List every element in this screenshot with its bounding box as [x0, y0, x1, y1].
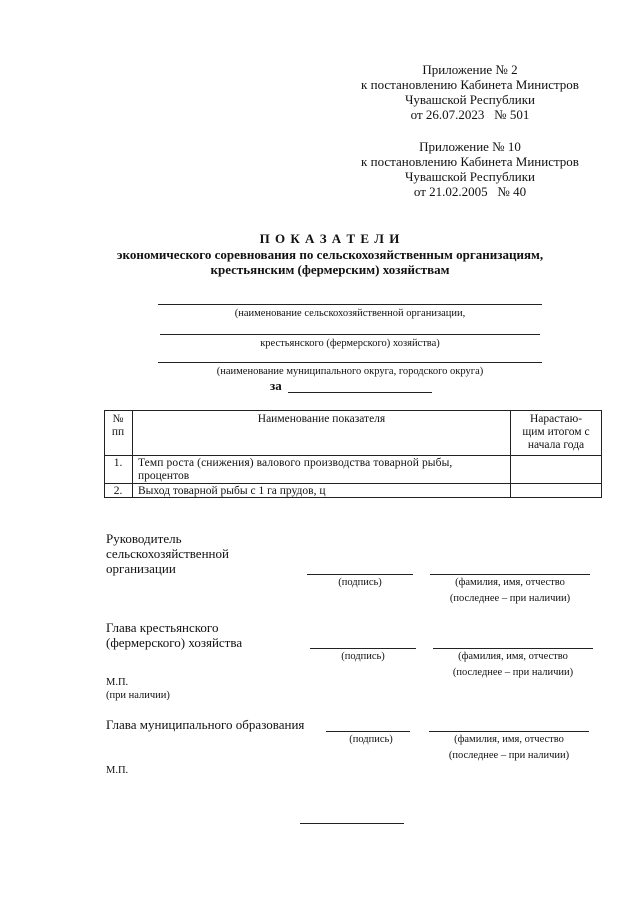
- row-1-name-line-1: Темп роста (снижения) валового производства товарной рыбы,: [138, 457, 453, 469]
- annex-2-line-1: Приложение № 10: [419, 139, 521, 154]
- header-num-line-1: №: [112, 413, 124, 425]
- header-cumulative-line-3: начала года: [527, 439, 585, 451]
- head-farm-name-line[interactable]: [433, 648, 593, 649]
- head-org-line-2: сельскохозяйственной: [106, 546, 229, 561]
- head-municipal-signature-line[interactable]: [326, 731, 410, 732]
- annex-1-line-3: Чувашской Республики: [404, 92, 536, 107]
- row-1-num: 1.: [113, 457, 123, 469]
- head-municipal-name-caption-2: (последнее – при наличии): [448, 750, 570, 761]
- annex-1-line-1: Приложение № 2: [422, 62, 518, 77]
- header-num: [104, 413, 132, 439]
- document-subtitle-1: экономического соревнования по сельскохозяйственным организациям,: [116, 247, 544, 262]
- head-org-signature-caption: (подпись): [338, 577, 382, 588]
- district-name-line[interactable]: [158, 362, 542, 363]
- head-farm-name-caption-2: (последнее – при наличии): [452, 667, 574, 678]
- closing-separator: [300, 823, 404, 824]
- annex-1-line-2: к постановлению Кабинета Министров: [361, 77, 579, 92]
- head-org-name-caption-2: (последнее – при наличии): [449, 593, 571, 604]
- farm-stamp-label: М.П.: [106, 677, 129, 688]
- document-subtitle-2: крестьянским (фермерским) хозяйствам: [210, 262, 450, 277]
- row-1-value[interactable]: [511, 457, 601, 483]
- head-farm-line-2: (фермерского) хозяйства: [106, 635, 243, 650]
- period-line[interactable]: [288, 392, 432, 393]
- farm-stamp-note: (при наличии): [106, 690, 170, 701]
- header-num-line-2: пп: [111, 426, 125, 438]
- row-2-num: 2.: [113, 485, 123, 497]
- header-cumulative-line-1: Нарастаю-: [529, 413, 583, 425]
- district-name-caption: (наименование муниципального округа, городского округа): [216, 366, 484, 377]
- header-name: Наименование показателя: [257, 413, 386, 425]
- head-farm-label: [106, 620, 242, 650]
- table-header-bottom: [104, 455, 602, 456]
- head-org-name-line[interactable]: [430, 574, 590, 575]
- head-municipal-name-caption-1: (фамилия, имя, отчество: [454, 734, 564, 745]
- annex-2-line-4: от 21.02.2005 № 40: [413, 184, 527, 199]
- org-name-line[interactable]: [158, 304, 542, 305]
- annex-2-line-2: к постановлению Кабинета Министров: [361, 154, 579, 169]
- municipal-stamp-label: М.П.: [106, 765, 129, 776]
- head-municipal-name-line[interactable]: [429, 731, 589, 732]
- period-label: за: [270, 378, 282, 393]
- table-row-1-bottom: [104, 483, 602, 484]
- annex-2-line-3: Чувашской Республики: [404, 169, 536, 184]
- row-1-name-line-2: процентов: [138, 470, 190, 482]
- head-org-signature-line[interactable]: [307, 574, 413, 575]
- row-2-name: Выход товарной рыбы с 1 га прудов, ц: [138, 485, 326, 497]
- farm-name-caption: крестьянского (фермерского) хозяйства): [260, 338, 440, 349]
- org-name-caption: (наименование сельскохозяйственной организации,: [234, 308, 466, 319]
- head-farm-name-caption-1: (фамилия, имя, отчество: [458, 651, 568, 662]
- head-municipal-signature-caption: (подпись): [349, 734, 393, 745]
- head-farm-signature-line[interactable]: [310, 648, 416, 649]
- head-municipal-label: Глава муниципального образования: [106, 717, 305, 732]
- row-1-name: [138, 457, 506, 483]
- table-border-top: [104, 410, 602, 411]
- document-title: П О К А З А Т Е Л И: [259, 231, 401, 246]
- head-org-label: [106, 531, 229, 576]
- annex-1-line-4: от 26.07.2023 № 501: [410, 107, 530, 122]
- header-cumulative: [511, 413, 601, 452]
- annex-block-1: [340, 62, 600, 122]
- annex-block-2: [340, 139, 600, 199]
- row-2-value[interactable]: [511, 485, 601, 497]
- farm-name-line[interactable]: [160, 334, 540, 335]
- head-farm-line-1: Глава крестьянского: [106, 620, 219, 635]
- head-org-line-3: организации: [106, 561, 176, 576]
- head-farm-signature-caption: (подпись): [341, 651, 385, 662]
- header-cumulative-line-2: щим итогом с: [522, 426, 590, 438]
- head-org-name-caption-1: (фамилия, имя, отчество: [455, 577, 565, 588]
- table-border-right: [601, 410, 602, 497]
- head-org-line-1: Руководитель: [106, 531, 182, 546]
